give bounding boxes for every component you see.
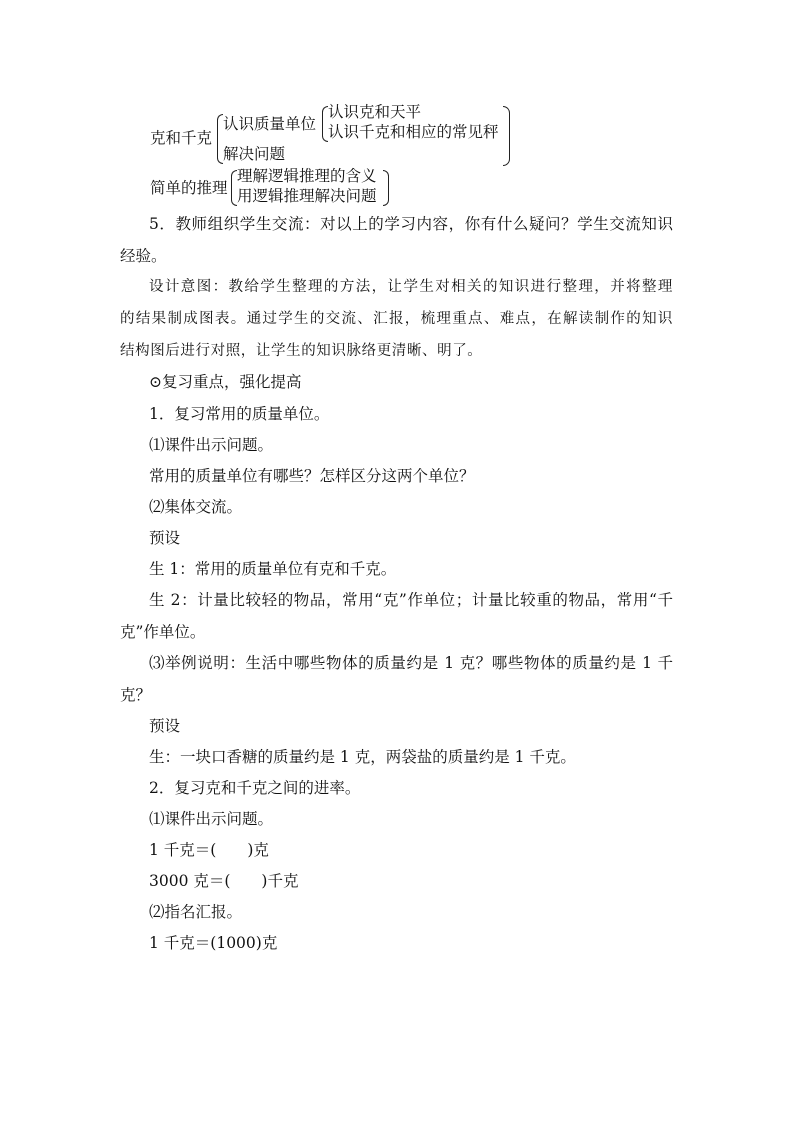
outline-root-mass: 克和千克 — [150, 129, 213, 147]
student-3-answer: 生：一块口香糖的质量约是 1 克，两袋盐的质量约是 1 千克。 — [149, 748, 576, 766]
student-2-answer-line2: 克”作单位。 — [120, 623, 206, 641]
outline-leaf-reasoning-meaning: 理解逻辑推理的含义 — [237, 167, 377, 185]
paragraph-5-line2: 经验。 — [120, 247, 167, 265]
design-intent-line1: 设计意图：教给学生整理的方法，让学生对相关的知识进行整理，并将整理 — [149, 279, 673, 295]
item-1-question: 常用的质量单位有哪些？怎样区分这两个单位？ — [149, 467, 475, 485]
design-intent-line2: 的结果制成图表。通过学生的交流、汇报，梳理重点、难点，在解读制作的知识 — [120, 311, 673, 327]
equation-2: 3000 克＝( )千克 — [149, 872, 299, 890]
outline-leaf-gram: 认识克和天平 — [328, 103, 422, 121]
section-heading: ⊙复习重点，强化提高 — [149, 373, 302, 391]
brace-close-reasoning — [383, 170, 389, 206]
brace-close-mass — [503, 106, 510, 166]
student-1-answer: 生 1：常用的质量单位有克和千克。 — [149, 560, 397, 578]
outline-branch-problems: 解决问题 — [223, 145, 286, 163]
preset-label-1: 预设 — [149, 529, 181, 547]
design-intent-line3: 结构图后进行对照，让学生的知识脉络更清晰、明了。 — [120, 343, 483, 359]
item-1-title: 1．复习常用的质量单位。 — [149, 405, 330, 423]
equation-3-answer: 1 千克＝(1000)克 — [149, 934, 278, 952]
item-2-sub-1: ⑴课件出示问题。 — [149, 810, 274, 828]
outline-branch-units: 认识质量单位 — [223, 115, 317, 133]
paragraph-5-line1: 5．教师组织学生交流：对以上的学习内容，你有什么疑问？学生交流知识 — [149, 215, 673, 233]
equation-1: 1 千克＝( )克 — [149, 841, 269, 859]
item-2-sub-2: ⑵指名汇报。 — [149, 903, 243, 921]
outline-leaf-kilogram: 认识千克和相应的常见秤 — [328, 123, 499, 141]
item-1-sub-3-line1: ⑶举例说明：生活中哪些物体的质量约是 1 克？哪些物体的质量约是 1 千 — [149, 654, 673, 672]
outline-root-reasoning: 简单的推理 — [150, 179, 228, 197]
item-1-sub-3-line2: 克？ — [120, 686, 152, 704]
outline-leaf-reasoning-solve: 用逻辑推理解决问题 — [237, 187, 377, 205]
item-1-sub-2: ⑵集体交流。 — [149, 498, 243, 516]
student-2-answer-line1: 生 2：计量比较轻的物品，常用“克”作单位；计量比较重的物品，常用“千 — [149, 591, 673, 609]
item-2-title: 2．复习克和千克之间的进率。 — [149, 779, 361, 797]
item-1-sub-1: ⑴课件出示问题。 — [149, 436, 274, 454]
preset-label-2: 预设 — [149, 717, 181, 735]
